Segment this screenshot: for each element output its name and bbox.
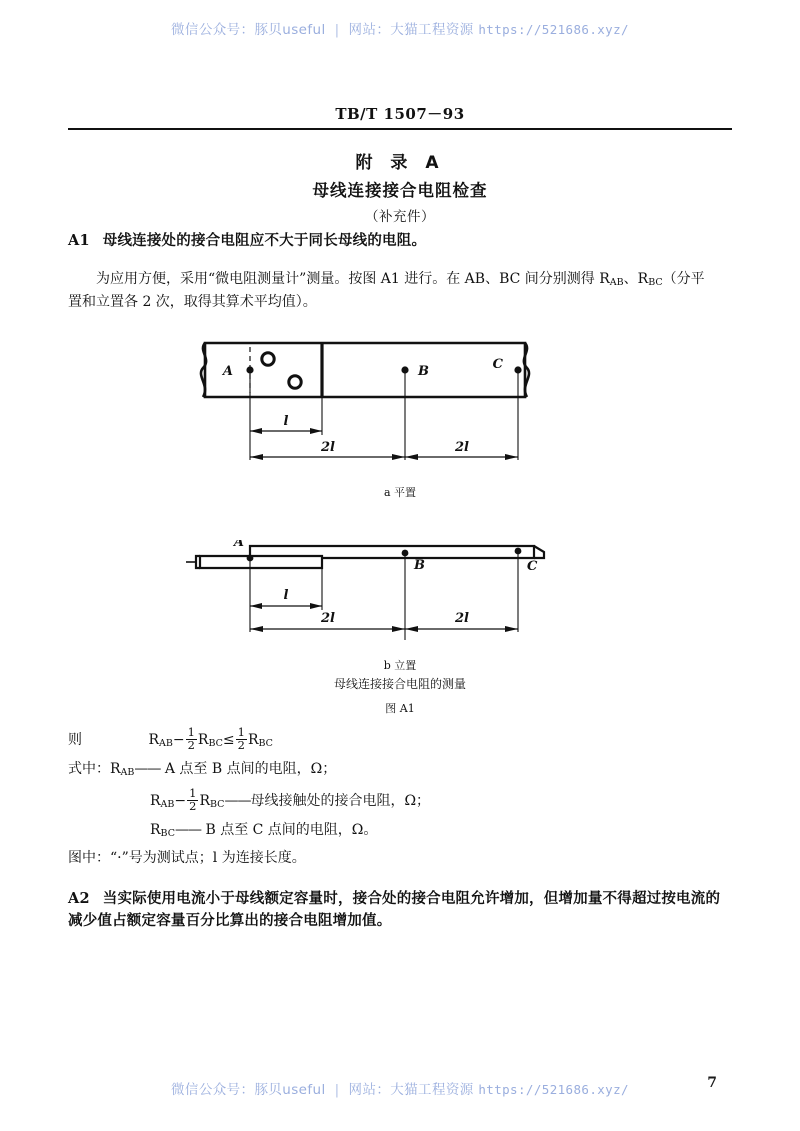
def2-text: 母线接触处的接合电阻，Ω； xyxy=(250,792,431,809)
figure-a-caption: a 平置 xyxy=(383,486,417,499)
def2-minus: − xyxy=(174,792,187,809)
dimension-2l-left xyxy=(250,440,405,460)
def3-text: B 点至 C 点间的电阻，Ω。 xyxy=(205,822,378,838)
formula-half-right-den: 2 xyxy=(237,737,245,752)
watermark-footer-url: https://521686.xyz/ xyxy=(478,1082,629,1097)
formula-half-left xyxy=(186,727,197,751)
figure-b-vertical xyxy=(0,540,800,674)
bolt-hole-2 xyxy=(289,376,301,388)
figure-a-horizontal xyxy=(0,335,800,489)
clause-a2-number: A2 xyxy=(68,890,90,907)
watermark-footer-site-name: 大猫工程资源 xyxy=(390,1082,474,1098)
formula-r-ab: R xyxy=(148,731,159,748)
watermark-footer-separator: | xyxy=(334,1082,340,1098)
dimension-l xyxy=(250,414,322,434)
def1-symbol: R xyxy=(110,761,121,777)
def3-symbol-sub: BC xyxy=(160,828,175,840)
formula-definition-1 xyxy=(68,758,734,778)
formula-r-bc: R xyxy=(197,731,209,748)
formula-relation: ≤ xyxy=(222,731,235,748)
clause-a1-heading-text: 母线连接处的接合电阻应不大于同长母线的电阻。 xyxy=(102,233,427,249)
dimension-2l-left-label: 2l xyxy=(321,440,335,455)
clause-a1-heading xyxy=(68,230,734,252)
a1-para-part1: 为应用方便，采用“微电阻测量计”测量。按图 A1 进行。在 AB、BC 间分别测得 R xyxy=(96,271,610,287)
def1-symbol-sub: AB xyxy=(120,767,135,779)
formula-definition-2 xyxy=(68,788,734,812)
figure-b-svg xyxy=(0,540,800,670)
bolt-hole-1 xyxy=(262,353,274,365)
watermark-footer-wechat-name: 豚贝useful xyxy=(254,1082,326,1098)
dimension-2l-right-b-label: 2l xyxy=(455,611,469,626)
label-point-a: A xyxy=(222,364,233,379)
watermark-site-label: 网站： xyxy=(348,22,391,38)
formula-half-right-num: 1 xyxy=(237,725,245,739)
watermark-separator: | xyxy=(334,22,340,38)
formula-rhs-r-sub: BC xyxy=(258,737,273,749)
def2-symbol-b-sub: BC xyxy=(210,798,225,810)
watermark-footer xyxy=(0,1078,800,1098)
watermark-wechat-label: 微信公众号： xyxy=(171,22,255,38)
a1-para-sub2: BC xyxy=(648,277,663,289)
figure-main-caption: 母线连接接合电阻的测量 xyxy=(333,677,466,691)
formula-half-left-num: 1 xyxy=(187,725,195,739)
label-point-b: B xyxy=(418,364,429,379)
page-number: 7 xyxy=(707,1075,717,1091)
label-point-a-b: A xyxy=(233,540,244,550)
formula-half-right xyxy=(236,727,247,751)
dimension-2l-right-label: 2l xyxy=(455,440,469,455)
def2-dash: —— xyxy=(224,792,251,809)
dimension-2l-right xyxy=(405,440,518,460)
dimension-2l-right-b xyxy=(405,611,518,632)
a1-para-sub1: AB xyxy=(609,277,624,289)
def1-dash: —— xyxy=(134,761,161,777)
dimension-l-label: l xyxy=(283,414,289,429)
watermark-footer-site-label: 网站： xyxy=(348,1082,391,1098)
label-point-b-b: B xyxy=(414,558,425,573)
formula-where-label: 式中： xyxy=(68,761,110,777)
formula-r-bc-sub: BC xyxy=(208,737,223,749)
figure-b-caption: b 立置 xyxy=(383,659,417,672)
figure-number-caption: 图 A1 xyxy=(385,702,415,715)
a1-para-part2: 、R xyxy=(623,271,649,287)
label-point-c: C xyxy=(492,357,503,372)
watermark-wechat-name: 豚贝useful xyxy=(254,22,326,38)
figure-a-svg xyxy=(0,335,800,485)
appendix-title: 母线连接接合电阻检查 xyxy=(312,181,488,200)
a1-para-part3: （分平置和立置各 2 次，取得其算术平均值）。 xyxy=(68,271,705,310)
watermark-url: https://521686.xyz/ xyxy=(478,22,629,37)
clause-a1-paragraph xyxy=(68,268,708,313)
def2-symbol-a: R xyxy=(150,792,161,809)
formula-line-1 xyxy=(68,727,734,751)
clause-a1-number: A1 xyxy=(68,232,90,249)
busbar-lower-edge xyxy=(200,556,322,568)
watermark-site-name: 大猫工程资源 xyxy=(390,22,474,38)
formula-half-left-den: 2 xyxy=(187,737,195,752)
def2-symbol-b: R xyxy=(199,792,210,809)
def3-symbol: R xyxy=(150,822,161,838)
formula-minus: − xyxy=(172,731,185,748)
standard-code: TB/T 1507－93 xyxy=(335,105,465,123)
formula-r-ab-sub: AB xyxy=(159,737,173,749)
label-point-c-b: C xyxy=(527,559,538,574)
appendix-note: （补充件） xyxy=(365,209,435,225)
def1-text: A 点至 B 点间的电阻，Ω； xyxy=(164,761,337,777)
dimension-2l-left-b-label: 2l xyxy=(321,611,335,626)
def2-half xyxy=(187,788,198,812)
clause-a2-heading xyxy=(68,888,734,933)
formula-rhs-r: R xyxy=(247,731,259,748)
def2-symbol-a-sub: AB xyxy=(160,798,175,810)
def2-half-num: 1 xyxy=(189,786,197,800)
watermark-footer-wechat-label: 微信公众号： xyxy=(171,1082,255,1098)
dimension-l-b-label: l xyxy=(283,588,289,603)
formula-definition-3 xyxy=(68,819,734,839)
clause-a2-heading-text: 当实际使用电流小于母线额定容量时，接合处的接合电阻允许增加，但增加量不得超过按电流的减少值占额定容量百分比算出的接合电阻增加值。 xyxy=(68,891,721,930)
def2-half-den: 2 xyxy=(189,798,197,813)
formula-then-label: 则 xyxy=(68,731,82,748)
formula-legend: 图中：“·”号为测试点；l 为连接长度。 xyxy=(68,850,306,866)
busbar-b-right-break xyxy=(534,546,544,558)
dimension-2l-left-b xyxy=(250,611,405,632)
watermark-header xyxy=(0,18,800,38)
appendix-label: 附 录 A xyxy=(355,153,445,173)
def3-dash: —— xyxy=(175,822,201,838)
header-rule xyxy=(68,128,732,130)
dimension-l-b xyxy=(250,588,322,609)
